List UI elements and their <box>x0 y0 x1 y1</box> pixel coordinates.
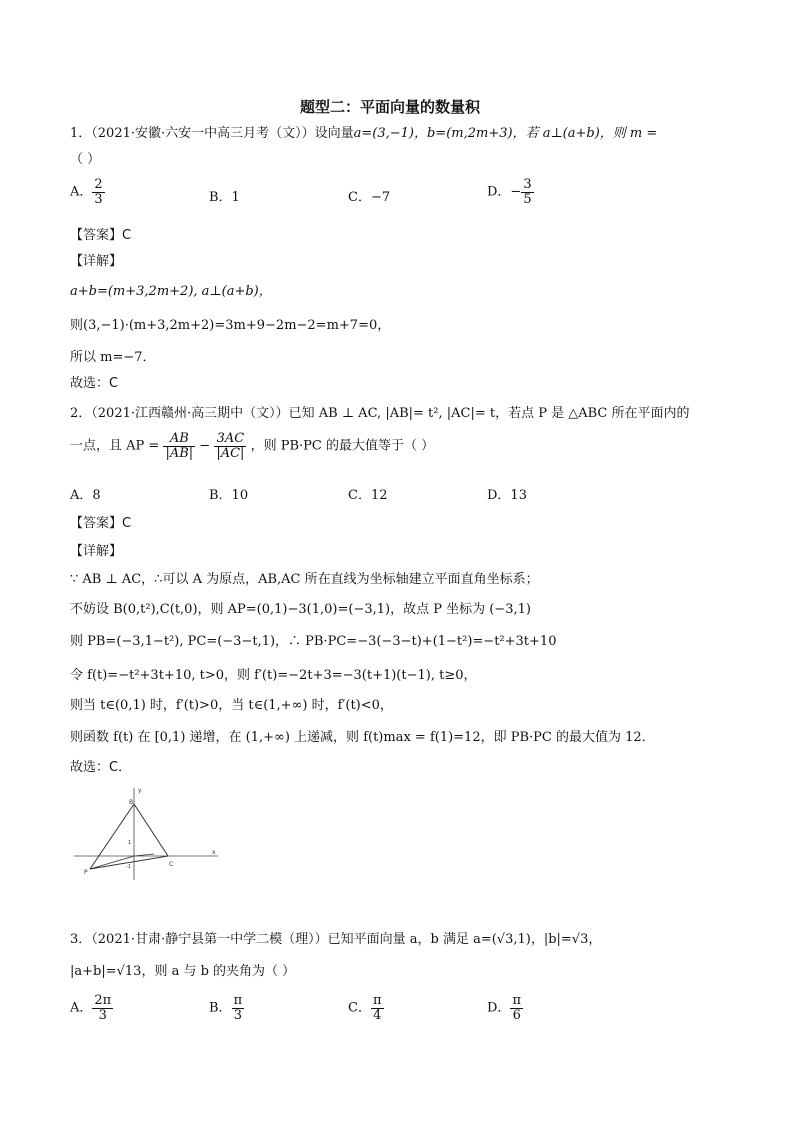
q1-option-a-num: 2 <box>94 177 103 192</box>
q1-option-d-label: D．− <box>487 184 522 200</box>
q3-option-c <box>348 994 384 1022</box>
q2-stem: 2．（2021·江西赣州·高三期中（文））已知 AB ⊥ AC, |AB|= t², |AC|= t，若点 P 是 △ABC 所在平面内的 <box>70 406 690 421</box>
q2-frac1-den: |AB| <box>165 445 194 461</box>
q3-option-b-den: 3 <box>233 1007 242 1023</box>
q3-option-a-num: 2π <box>94 993 112 1008</box>
q2-option-b: B．10 <box>209 488 249 503</box>
q1-option-c: C．−7 <box>348 190 391 205</box>
q2-solution-line-6: 则函数 f(t) 在 [0,1) 递增，在 (1,+∞) 上递减，则 f(t)max = f(1)=12，即 PB·PC 的最大值为 12． <box>70 730 655 745</box>
q1-answer: 【答案】C <box>70 228 132 243</box>
q2-answer: 【答案】C <box>70 516 132 531</box>
q2-solution-line-3: 则 PB=(−3,1−t²), PC=(−3−t,1)，∴ PB·PC=−3(−3−t)+(1−t²)=−t²+3t+10 <box>70 634 557 649</box>
q3-option-b-label: B． <box>209 1000 232 1016</box>
q3-option-c-num: π <box>372 993 382 1008</box>
q1-solution-line-3: 所以 m=−7． <box>70 350 156 365</box>
q3-option-d-num: π <box>512 993 521 1008</box>
q2-stem2-suffix: ，则 PB·PC 的最大值等于（ ） <box>250 438 435 454</box>
q3-option-b-num: π <box>233 993 243 1008</box>
q2-frac2-den: |AC| <box>216 445 245 461</box>
tick-neg1: -1 <box>126 864 131 870</box>
q1-solution-line-1: a+b=(m+3,2m+2), a⊥(a+b)， <box>70 284 272 299</box>
q2-solution-line-4: 令 f(t)=−t²+3t+10, t>0，则 f′(t)=−2t+3=−3(t+1)(t−1), t≥0， <box>70 668 477 683</box>
q2-solution-line-7: 故选：C． <box>70 760 132 775</box>
q1-option-a-label: A． <box>70 184 93 200</box>
q3-option-a-label: A． <box>70 1000 93 1016</box>
q2-stem-line-2 <box>70 432 434 460</box>
coordinate-figure <box>72 782 222 882</box>
q3-stem-line-2: |a+b|=√13，则 a 与 b 的夹角为（ ） <box>70 964 296 979</box>
q3-option-b <box>209 994 244 1022</box>
segment-BC <box>134 804 168 856</box>
tick-1: 1 <box>128 840 132 846</box>
q3-option-d-den: 6 <box>512 1007 521 1023</box>
q1-option-d-den: 5 <box>523 191 532 207</box>
q2-frac1-num: AB <box>163 432 195 447</box>
q3-option-c-den: 4 <box>373 1007 382 1023</box>
label-B: B <box>129 799 134 806</box>
q1-option-a <box>70 178 105 206</box>
q2-frac2-num: 3AC <box>214 432 246 447</box>
q2-solution-line-2: 不妨设 B(0,t²),C(t,0)，则 AP=(0,1)−3(1,0)=(−3,1)，故点 P 坐标为 (−3,1) <box>70 602 531 617</box>
q1-stem-math: a=(3,−1)，b=(m,2m+3)，若 a⊥(a+b)，则 m = <box>353 126 658 141</box>
q3-option-d <box>487 994 523 1022</box>
page-title: 题型二：平面向量的数量积 <box>300 98 481 116</box>
q3-stem: 3．（2021·甘肃·静宁县第一中学二模（理））已知平面向量 a，b 满足 a=(√3,1)，|b|=√3， <box>70 932 602 947</box>
q1-stem <box>70 122 657 141</box>
q1-paren: （ ） <box>70 152 101 167</box>
q3-option-c-label: C． <box>348 1000 371 1016</box>
q1-solution-line-2: 则(3,−1)·(m+3,2m+2)=3m+9−2m−2=m+7=0， <box>70 318 391 333</box>
q2-option-c: C．12 <box>348 488 388 503</box>
label-y: y <box>138 787 142 794</box>
segment-BP <box>90 804 134 869</box>
label-C: C <box>169 861 174 868</box>
label-x: x <box>212 849 216 856</box>
q3-option-a-den: 3 <box>98 1007 107 1023</box>
q2-stem2-prefix: 一点，且 AP = <box>70 438 160 454</box>
label-P: P <box>84 869 88 876</box>
q2-minus: − <box>199 438 211 454</box>
q2-option-a: A．8 <box>70 488 101 503</box>
q2-detail-heading: 【详解】 <box>70 544 123 559</box>
q1-option-d <box>487 178 534 206</box>
q1-option-d-num: 3 <box>523 177 532 192</box>
q3-option-d-label: D． <box>487 1000 511 1016</box>
q2-solution-line-1: ∵ AB ⊥ AC，∴可以 A 为原点，AB,AC 所在直线为坐标轴建立平面直角坐标系； <box>70 572 539 587</box>
q2-solution-line-5: 则当 t∈(0,1) 时，f′(t)>0，当 t∈(1,+∞) 时，f′(t)<0， <box>70 698 393 713</box>
q1-option-b: B．1 <box>209 190 240 205</box>
q1-option-a-den: 3 <box>94 191 103 207</box>
q2-option-d: D．13 <box>487 488 527 503</box>
q1-solution-line-4: 故选：C <box>70 376 119 391</box>
q3-option-a <box>70 994 113 1022</box>
q1-stem-prefix: 1．（2021·安徽·六安一中高三月考（文））设向量 <box>70 126 354 141</box>
q1-detail-heading: 【详解】 <box>70 254 123 269</box>
